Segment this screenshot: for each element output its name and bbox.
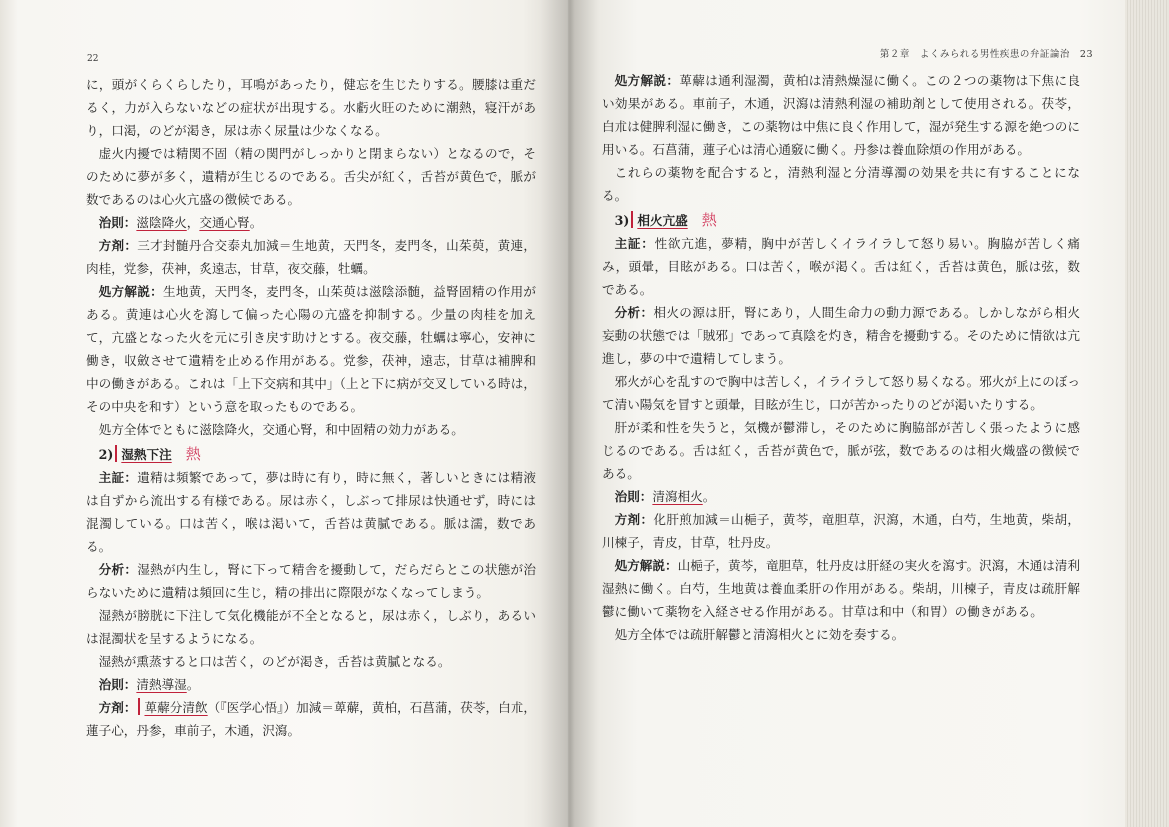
red-pen-mark (138, 698, 140, 715)
left-page (0, 0, 568, 827)
prescription-text: 三才封髄丹合交泰丸加減＝生地黄，天門冬，麦門冬，山茱萸，黄連，肉桂，党参，茯神，炙遠志，甘草，夜交藤，牡蠣。 (86, 238, 537, 276)
explanation-line (602, 69, 1080, 161)
symptoms-text: 遺精は頻繁であって，夢は時に有り，時に無く，著しいときには精液は自ずから流出する有様である。尿は赤く，しぶって排尿は快通せず，時には混濁している。口は苦く，喉は渇いて，舌苔は黄膩である。脈は濡，数である。 (86, 470, 537, 554)
symptoms-line (86, 466, 536, 558)
analysis-label: 分析： (614, 305, 654, 320)
paragraph: 肝が柔和性を失うと，気機が鬱滞し，そのために胸脇部が苦しく張ったように感じるのである。舌は紅く，舌苔が黄色で，脈が弦，数であるのは相火熾盛の徴候である。 (602, 420, 1080, 481)
explanation-line (86, 280, 536, 418)
paragraph: これらの薬物を配合すると，清熱利湿と分清導濁の効果を共に有することになる。 (602, 165, 1080, 203)
period: 。 (186, 677, 200, 692)
section-number: 2) (98, 447, 114, 462)
explanation-label: 処方解説： (614, 558, 678, 573)
right-page-body (602, 69, 1080, 646)
analysis-label: 分析： (98, 562, 138, 577)
paragraph: 湿熱が熏蒸すると口は苦く，のどが渇き，舌苔は黄膩となる。 (98, 654, 451, 669)
explanation-text: 萆薢は通利湿濁，黄柏は清熱燥湿に働く。この２つの薬物は下焦に良い効果がある。車前子，木通，沢瀉は清熱利湿の補助剤として使用される。茯苓，白朮は健脾利湿に働き，この薬物は中焦に良く作用して，湿が発生する源を絶つのに用いる。石菖蒲，蓮子心は清心通竅に働く。丹参は養血除煩の作用がある。 (602, 73, 1081, 157)
symptoms-line (602, 232, 1080, 301)
symptoms-text: 性欲亢進，夢精，胸中が苦しくイライラして怒り易い。胸脇が苦しく痛み，頭暈，目眩がある。口は苦く，喉が渇く。舌は紅く，舌苔は黄色，脈は弦，数である。 (602, 236, 1081, 297)
analysis-line (86, 558, 536, 604)
prescription-text: （『医学心悟』）加減＝萆薢，黄柏，石菖蒲，茯苓，白朮，蓮子心，丹参，車前子，木通，沢瀉。 (86, 700, 537, 738)
treatment-line (86, 673, 536, 696)
handwritten-note: 熱 (701, 211, 717, 229)
paragraph: に，頭がくらくらしたり，耳鳴があったり，健忘を生じたりする。腰膝は重だるく，力が入らないなどの症状が出現する。水虧火旺のために潮熱，寝汗があり，口渇，のどが渇き，尿は赤く尿量は少なくなる。 (86, 77, 536, 138)
summary-paragraph: 処方全体でともに滋陰降火，交通心腎，和中固精の効力がある。 (98, 422, 464, 437)
treatment-principle: 清瀉相火 (652, 489, 703, 504)
period: 。 (249, 215, 263, 230)
paragraph: 湿熱が膀胱に下注して気化機能が不全となると，尿は赤く，しぶり，あるいは混濁状を呈するようになる。 (86, 608, 536, 646)
red-pen-mark (115, 445, 117, 462)
handwritten-note: 熱 (185, 445, 201, 463)
separator: ， (186, 215, 200, 230)
section-heading (86, 443, 536, 466)
red-pen-mark (631, 211, 633, 228)
treatment-line (602, 485, 1080, 508)
prescription-label: 方剤： (98, 238, 138, 253)
symptoms-label: 主証： (614, 236, 655, 251)
prescription-line (602, 508, 1080, 554)
symptoms-label: 主証： (98, 470, 138, 485)
explanation-label: 処方解説： (614, 73, 680, 88)
left-page-body (86, 73, 536, 742)
prescription-label: 方剤： (614, 512, 654, 527)
paragraph: 虚火内擾では精関不固（精の関門がしっかりと閉まらない）となるので，そのために夢が多く，遺精が生じるのである。舌尖が紅く，舌苔が黄色で，脈が数であるのは心火亢盛の徴候である。 (86, 146, 536, 207)
treatment-principle: 滋陰降火 (136, 215, 187, 230)
section-title: 相火亢盛 (637, 213, 688, 228)
analysis-line (602, 301, 1080, 370)
section-number: 3) (614, 213, 630, 228)
treatment-label: 治則： (98, 677, 137, 692)
period: 。 (702, 489, 716, 504)
analysis-text: 相火の源は肝，腎にあり，人間生命力の動力源である。しかしながら相火妄動の状態では「賊邪」であって真陰を灼き，精舎を擾動する。そのために情欲は亢進し，夢の中で遺精してしまう。 (602, 305, 1080, 366)
page-edge (1125, 0, 1169, 827)
prescription-name: 萆薢分清飲 (144, 700, 208, 715)
right-page (568, 0, 1169, 827)
prescription-label: 方剤： (98, 700, 137, 715)
running-head: 第２章 よくみられる男性疾患の弁証論治 23 (879, 49, 1093, 60)
summary-paragraph: 処方全体では疏肝解鬱と清瀉相火とに効を奏する。 (614, 627, 905, 642)
prescription-text: 化肝煎加減＝山梔子，黄芩，竜胆草，沢瀉，木通，白芍，生地黄，柴胡，川楝子，青皮，甘草，牡丹皮。 (602, 512, 1080, 550)
treatment-principle: 清熱導湿 (136, 677, 187, 692)
explanation-label: 処方解説： (98, 284, 163, 299)
treatment-label: 治則： (98, 215, 137, 230)
treatment-label: 治則： (614, 489, 653, 504)
paragraph: 邪火が心を乱すので胸中は苦しく，イライラして怒り易くなる。邪火が上にのぼって清い陽気を冒すと頭暈，目眩が生じ，口が苦かったりのどが渇いたりする。 (602, 374, 1080, 412)
treatment-line (86, 211, 536, 234)
prescription-line (86, 696, 536, 742)
section-heading (602, 209, 1080, 232)
analysis-text: 湿熱が内生し，腎に下って精舎を擾動して，だらだらとこの状態が治らないために遺精は頻回に生じ，精の排出に際限がなくなってしまう。 (86, 562, 537, 600)
section-title: 湿熱下注 (121, 447, 172, 462)
explanation-line (602, 554, 1080, 623)
explanation-text: 山梔子，黄芩，竜胆草，牡丹皮は肝経の実火を瀉す。沢瀉，木通は清利湿熱に働く。白芍，生地黄は養血柔肝の作用がある。柴胡，川楝子，青皮は疏肝解鬱に働いて薬物を入経させる作用がある。甘草は和中（和胃）の働きがある。 (602, 558, 1080, 619)
page-number-left: 22 (87, 54, 99, 64)
prescription-line (86, 234, 536, 280)
treatment-principle-2: 交通心腎 (199, 215, 250, 230)
explanation-text: 生地黄，天門冬，麦門冬，山茱萸は滋陰添髄，益腎固精の作用がある。黄連は心火を瀉して偏った心陽の亢盛を抑制する。少量の肉桂を加えて，亢盛となった火を元に引き戻す助けとする。夜交藤，牡蠣は寧心，安神に働き，収斂させて遺精を止める作用がある。党参，茯神，遠志，甘草は補脾和中の働きがある。これは「上下交病和其中」（上と下に病が交叉している時は，その中央を和す）という意を取ったものである。 (86, 284, 537, 414)
